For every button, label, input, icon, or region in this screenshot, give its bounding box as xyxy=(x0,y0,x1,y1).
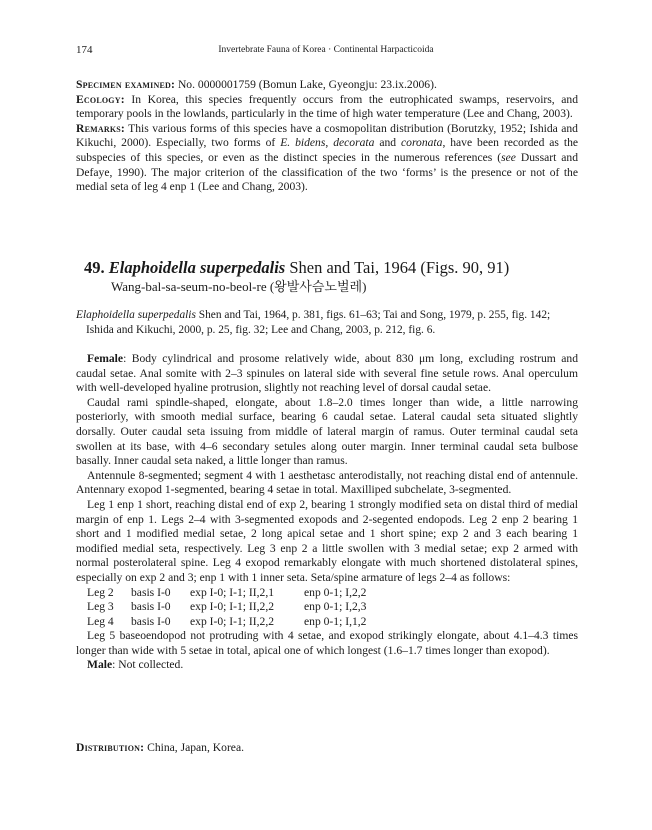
description-section xyxy=(76,352,578,673)
previous-species-section xyxy=(76,78,578,195)
remarks-text-3: Dussart and Defaye, 1990). The major criterion of the classification of the two ‘forms’ is the presence or not of the medial seta of leg 4 enp 1 (Lee and Chang, 2003). xyxy=(76,150,579,194)
specimen-paragraph xyxy=(76,78,578,93)
male-label: Male xyxy=(87,658,113,672)
female-text: : Body cylindrical and prosome relatively wide, about 830 μm long, excluding rostrum and caudal setae. Anal somite with 2–3 spinules on lateral side with several fine setule rows. Anal operculum with well-developed hyaline protrusion, slightly not reaching level of dorsal caudal setae. xyxy=(76,352,578,395)
remarks-form-2: coronata xyxy=(401,136,443,150)
armature-table xyxy=(87,586,366,630)
synonymy-name: Elaphoidella superpedalis xyxy=(76,309,196,321)
synonymy-line-1 xyxy=(76,308,578,323)
specimen-text: No. 0000001759 (Bomun Lake, Gyeongju: 23.ix.2006). xyxy=(177,78,437,91)
table-row xyxy=(87,600,366,615)
leg1-paragraph: Leg 1 enp 1 short, reaching distal end of exp 2, bearing 1 strongly modified seta on distal third of medial margin of enp 1. Legs 2–4 with 3-segmented exopods and 2-segented endopods. Leg 2 enp 2 bearing 1 short and 1 modified medial setae, 2 long apical setae and 1 short spine; exp 2 and 3 each bearing 1 modified medial seta, respectively. Leg 3 enp 2 a little swollen with 3 medial setae; exp 2 armed with normal posterolateral spine. Leg 4 exopod remarkably elongate with much shortened distolateral spines, especially on exp 2 and 3; enp 1 with 1 inner seta. Seta/spine armature of legs 2–4 as follows: xyxy=(76,497,578,584)
antennule-paragraph: Antennule 8-segmented; segment 4 with 1 aesthetasc anterodistally, not reaching distal end of antennule. Antennary exopod 1-segmented, bearing 4 setae in total. Maxilliped subchelate, 3-segmented. xyxy=(76,468,578,497)
remarks-comma: , xyxy=(325,136,329,150)
species-authority: Shen and Tai, 1964 (Figs. 90, 91) xyxy=(289,258,510,277)
species-number: 49. xyxy=(84,258,105,277)
page-header xyxy=(76,44,576,60)
ecology-text: In Korea, this species frequently occurs from the eutrophicated swamps, reservoirs, and temporary pools in the lowlands, particularly in the time of high water temperature (Lee and Chang, 2003). xyxy=(76,92,578,121)
remarks-and: and xyxy=(379,136,397,150)
armature-leg: Leg 2 xyxy=(87,585,114,599)
caudal-paragraph: Caudal rami spindle-shaped, elongate, about 1.8–2.0 times longer than wide, a little narrowing posteriorly, with smooth medial surface, bearing 6 caudal setae. Lateral caudal seta situated slightly dorsally. Outer caudal seta issuing from middle of lateral margin of ramus. Outer terminal caudal seta swollen at its base, with 4–6 secondary setules along outer margin. Inner terminal caudal seta bulbose basally. Inner caudal seta naked, a little longer than ramus. xyxy=(76,395,578,468)
armature-exp: exp I-0; I-1; II,2,1 xyxy=(190,585,275,599)
armature-enp: enp 0-1; I,1,2 xyxy=(304,614,367,628)
synonymy-list xyxy=(76,308,578,337)
armature-exp: exp I-0; I-1; II,2,2 xyxy=(190,600,275,614)
female-label: Female xyxy=(87,352,124,365)
running-title: Invertebrate Fauna of Korea · Continental Harpacticoida xyxy=(218,45,434,55)
remarks-paragraph xyxy=(76,122,578,195)
armature-basis: basis I-0 xyxy=(131,585,171,599)
specimen-label: Specimen examined: xyxy=(76,78,176,91)
remarks-form-1: decorata xyxy=(333,136,375,150)
remarks-text-1: This various forms of this species have a cosmopolitan distribution (Borutzky, 1952; Ishida and Kikuchi, 2000). Especially, two forms of xyxy=(76,121,578,150)
species-name: Elaphoidella superpedalis xyxy=(108,258,286,277)
male-text: : Not collected. xyxy=(112,658,184,672)
leg5-paragraph: Leg 5 baseoendopod not protruding with 4 setae, and exopod strikingly elongate, about 4.1–4.3 times longer than wide with 5 setae in total, apical one of which longest (1.6–1.7 times longer than exopod). xyxy=(76,629,578,657)
korean-name: Wang-bal-sa-seum-no-beol-re (왕발사슴노벌레) xyxy=(111,279,367,294)
ecology-paragraph xyxy=(76,93,578,122)
species-heading xyxy=(84,258,574,278)
male-paragraph xyxy=(76,658,578,673)
remarks-label: Remarks: xyxy=(76,121,125,135)
remarks-species: E. bidens xyxy=(280,136,326,150)
remarks-see: see xyxy=(501,150,516,164)
armature-enp: enp 0-1; I,2,3 xyxy=(304,600,367,614)
armature-leg: Leg 3 xyxy=(87,600,114,614)
armature-enp: enp 0-1; I,2,2 xyxy=(304,585,367,599)
distribution-text: China, Japan, Korea. xyxy=(147,741,244,754)
armature-leg: Leg 4 xyxy=(87,614,114,628)
remarks-text-2: , have been recorded as the subspecies of this species, or even as the distinct species in the numerous references ( xyxy=(76,136,579,164)
synonymy-line-2: Ishida and Kikuchi, 2000, p. 25, fig. 32; Lee and Chang, 2003, p. 212, fig. 6. xyxy=(86,323,436,336)
female-paragraph xyxy=(76,352,578,396)
armature-basis: basis I-0 xyxy=(131,614,171,628)
synonymy-ref-1: Shen and Tai, 1964, p. 381, figs. 61–63; Tai and Song, 1979, p. 255, fig. 142; xyxy=(198,309,551,321)
distribution-label: Distribution: xyxy=(76,741,145,754)
table-row xyxy=(87,615,366,630)
page-number: 174 xyxy=(76,44,93,56)
ecology-label: Ecology: xyxy=(76,92,125,106)
armature-basis: basis I-0 xyxy=(131,600,171,614)
distribution-paragraph xyxy=(76,741,244,756)
armature-exp: exp I-0; I-1; II,2,2 xyxy=(190,614,275,628)
table-row xyxy=(87,586,366,601)
